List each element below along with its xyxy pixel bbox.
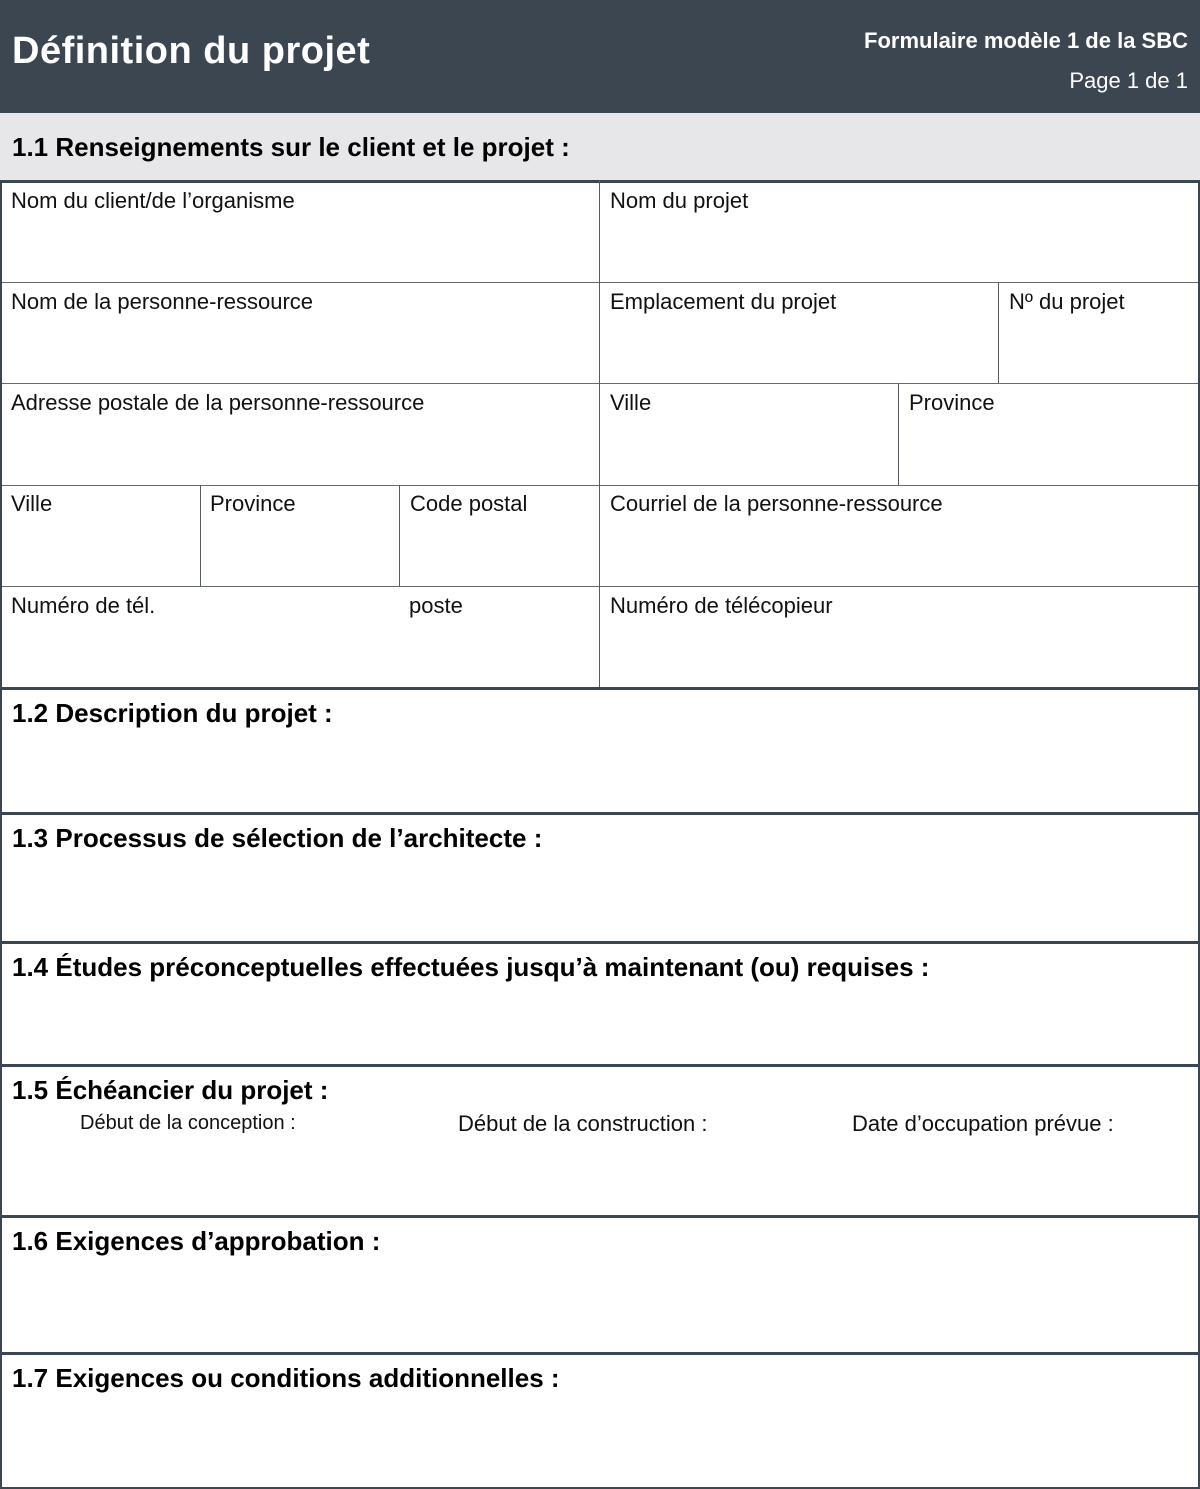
city-label: Ville xyxy=(610,390,652,415)
contact-province-label: Province xyxy=(210,491,296,516)
project-location-field[interactable] xyxy=(600,283,997,382)
client-name-field[interactable] xyxy=(2,183,598,281)
section-1-4[interactable] xyxy=(0,944,1200,1064)
extension-field[interactable] xyxy=(400,587,598,686)
section-1-7[interactable] xyxy=(0,1355,1200,1487)
project-name-label: Nom du projet xyxy=(610,188,749,213)
page-title: Définition du projet xyxy=(12,30,371,72)
fax-field[interactable] xyxy=(600,587,1198,686)
construction-start-label: Début de la construction : xyxy=(458,1111,708,1136)
project-location-label: Emplacement du projet xyxy=(610,289,837,314)
occupancy-date-label: Date d’occupation prévue : xyxy=(852,1111,1114,1136)
phone-label: Numéro de tél. xyxy=(11,593,156,618)
section-1-6-title: 1.6 Exigences d’approbation : xyxy=(12,1226,381,1256)
section-1-3[interactable] xyxy=(0,815,1200,941)
fax-label: Numéro de télécopieur xyxy=(610,593,833,618)
page-number: Page 1 de 1 xyxy=(1069,68,1188,93)
schedule-field[interactable] xyxy=(2,1143,1198,1213)
contact-name-field[interactable] xyxy=(2,283,598,382)
client-name-label: Nom du client/de l’organisme xyxy=(11,188,295,213)
form-border-left xyxy=(0,180,2,1489)
section-1-3-title: 1.3 Processus de sélection de l’architecte : xyxy=(12,823,543,853)
project-number-label: Nº du projet xyxy=(1009,289,1125,314)
contact-email-field[interactable] xyxy=(600,486,1198,585)
province-label: Province xyxy=(909,390,995,415)
section-1-2[interactable] xyxy=(0,690,1200,812)
section-1-1-title: 1.1 Renseignements sur le client et le projet : xyxy=(12,132,570,162)
phone-field[interactable] xyxy=(2,587,398,686)
contact-name-label: Nom de la personne-ressource xyxy=(11,289,314,314)
section-1-5 xyxy=(0,1067,1200,1215)
section-1-6[interactable] xyxy=(0,1218,1200,1352)
province-field[interactable] xyxy=(899,384,1198,484)
project-number-field[interactable] xyxy=(999,283,1198,382)
section-1-2-title: 1.2 Description du projet : xyxy=(12,698,333,728)
contact-province-field[interactable] xyxy=(201,486,398,585)
design-start-label: Début de la conception : xyxy=(80,1112,296,1134)
contact-city-field[interactable] xyxy=(2,486,199,585)
postal-code-field[interactable] xyxy=(400,486,598,585)
section-1-7-title: 1.7 Exigences ou conditions additionnelles : xyxy=(12,1363,560,1393)
form-header xyxy=(0,0,1200,113)
project-name-field[interactable] xyxy=(600,183,1198,281)
city-field[interactable] xyxy=(600,384,897,484)
section-1-4-title: 1.4 Études préconceptuelles effectuées jusqu’à maintenant (ou) requises : xyxy=(12,952,930,982)
extension-label: poste xyxy=(409,593,463,618)
section-1-1-header xyxy=(0,113,1200,180)
contact-address-field[interactable] xyxy=(2,384,598,484)
contact-email-label: Courriel de la personne-ressource xyxy=(610,491,943,516)
postal-code-label: Code postal xyxy=(410,491,528,516)
contact-city-label: Ville xyxy=(11,491,53,516)
form-identifier: Formulaire modèle 1 de la SBC xyxy=(864,28,1188,53)
contact-address-label: Adresse postale de la personne-ressource xyxy=(11,390,425,415)
section-1-5-title: 1.5 Échéancier du projet : xyxy=(12,1075,329,1105)
client-project-info-grid xyxy=(0,180,1200,689)
